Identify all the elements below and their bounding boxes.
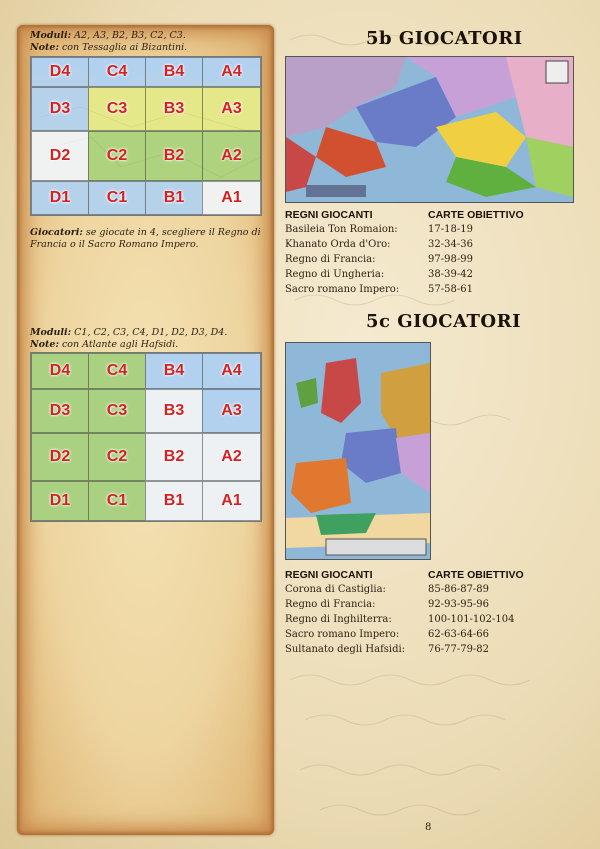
- kingdom-row-5c-5: Sultanato degli Hafsidi:: [285, 644, 406, 655]
- page-number: 8: [425, 822, 432, 833]
- kingdom-row-5b-3: Regno di Francia:: [285, 254, 376, 265]
- grid-cell-a1: A1: [202, 181, 261, 215]
- giocatori-label: Giocatori:: [30, 227, 83, 238]
- grid-cell-b2-b: B2: [145, 433, 203, 481]
- cards-row-5c-4: 62-63-64-66: [428, 629, 490, 640]
- map-5c-image: [285, 342, 431, 560]
- kingdom-row-5b-2: Khanato Orda d'Oro:: [285, 239, 391, 250]
- grid-cell-c3-b: C3: [88, 389, 146, 433]
- grid-cell-d3: D3: [31, 87, 89, 131]
- kingdom-row-5c-3: Regno di Inghilterra:: [285, 614, 392, 625]
- kingdom-row-5c-2: Regno di Francia:: [285, 599, 376, 610]
- bottom-module-map: [30, 352, 262, 522]
- grid-cell-d1-b: D1: [31, 481, 89, 521]
- grid-cell-b4: B4: [145, 57, 203, 87]
- note-label-2: Note:: [30, 338, 59, 350]
- grid-cell-a2-b: A2: [202, 433, 261, 481]
- section-5b-title: 5b GIOCATORI: [366, 28, 523, 49]
- cards-row-5b-2: 32-34-36: [428, 239, 473, 250]
- top-module-map: [30, 56, 262, 216]
- europe-west-map-illustration: [286, 343, 430, 559]
- cards-row-5b-4: 38-39-42: [428, 269, 473, 280]
- note-value: con Tessaglia ai Bizantini.: [58, 41, 188, 53]
- kingdom-row-5c-1: Corona di Castiglia:: [285, 584, 386, 595]
- grid-cell-c1-b: C1: [88, 481, 146, 521]
- grid-cell-b3: B3: [145, 87, 203, 131]
- kingdom-row-5b-1: Basileia Ton Romaion:: [285, 224, 398, 235]
- grid-cell-a2: A2: [202, 131, 261, 181]
- kingdom-row-5c-4: Sacro romano Impero:: [285, 629, 400, 640]
- moduli-label: Moduli:: [30, 30, 72, 41]
- giocatori-value: se giocate in 4, scegliere il Regno di Francia o il Sacro Romano Impero.: [30, 227, 261, 250]
- moduli-value: A2, A3, B2, B3, C2, C3.: [71, 30, 186, 41]
- kingdoms-header-5c: REGNI GIOCANTI: [285, 569, 373, 581]
- section-5c-title: 5c GIOCATORI: [366, 311, 521, 332]
- kingdom-row-5b-4: Regno di Ungheria:: [285, 269, 385, 280]
- grid-cell-b4-b: B4: [145, 353, 203, 389]
- grid-cell-d3-b: D3: [31, 389, 89, 433]
- cards-header-5b: CARTE OBIETTIVO: [428, 209, 524, 221]
- grid-cell-b1-b: B1: [145, 481, 203, 521]
- top-map-caption: [30, 30, 265, 53]
- cards-header-5c: CARTE OBIETTIVO: [428, 569, 524, 581]
- grid-cell-c2: C2: [88, 131, 146, 181]
- grid-cell-d4: D4: [31, 57, 89, 87]
- grid-cell-c4: C4: [88, 57, 146, 87]
- grid-cell-c1: C1: [88, 181, 146, 215]
- moduli-value-2: C1, C2, C3, C4, D1, D2, D3, D4.: [71, 327, 228, 338]
- grid-cell-b2: B2: [145, 131, 203, 181]
- grid-cell-d1: D1: [31, 181, 89, 215]
- europe-east-map-illustration: [286, 57, 573, 202]
- cards-row-5c-1: 85-86-87-89: [428, 584, 490, 595]
- kingdom-row-5b-5: Sacro romano Impero:: [285, 284, 400, 295]
- note-label: Note:: [30, 41, 59, 53]
- grid-cell-c4-b: C4: [88, 353, 146, 389]
- grid-cell-d2-b: D2: [31, 433, 89, 481]
- grid-cell-a4-b: A4: [202, 353, 261, 389]
- players-note: [30, 227, 265, 250]
- grid-cell-b1: B1: [145, 181, 203, 215]
- grid-cell-d4-b: D4: [31, 353, 89, 389]
- grid-cell-a3: A3: [202, 87, 261, 131]
- note-value-2: con Atlante agli Hafsidi.: [58, 338, 179, 350]
- cards-row-5b-1: 17-18-19: [428, 224, 473, 235]
- grid-cell-a3-b: A3: [202, 389, 261, 433]
- cards-row-5c-2: 92-93-95-96: [428, 599, 490, 610]
- cards-row-5c-5: 76-77-79-82: [428, 644, 490, 655]
- grid-cell-b3-b: B3: [145, 389, 203, 433]
- kingdoms-header-5b: REGNI GIOCANTI: [285, 209, 373, 221]
- bottom-map-caption: [30, 327, 265, 350]
- grid-cell-c2-b: C2: [88, 433, 146, 481]
- grid-cell-a4: A4: [202, 57, 261, 87]
- grid-cell-c3: C3: [88, 87, 146, 131]
- cards-row-5b-5: 57-58-61: [428, 284, 473, 295]
- grid-cell-d2: D2: [31, 131, 89, 181]
- cards-row-5c-3: 100-101-102-104: [428, 614, 515, 625]
- moduli-label-2: Moduli:: [30, 327, 72, 338]
- cards-row-5b-3: 97-98-99: [428, 254, 473, 265]
- map-5b-image: [285, 56, 574, 203]
- grid-cell-a1-b: A1: [202, 481, 261, 521]
